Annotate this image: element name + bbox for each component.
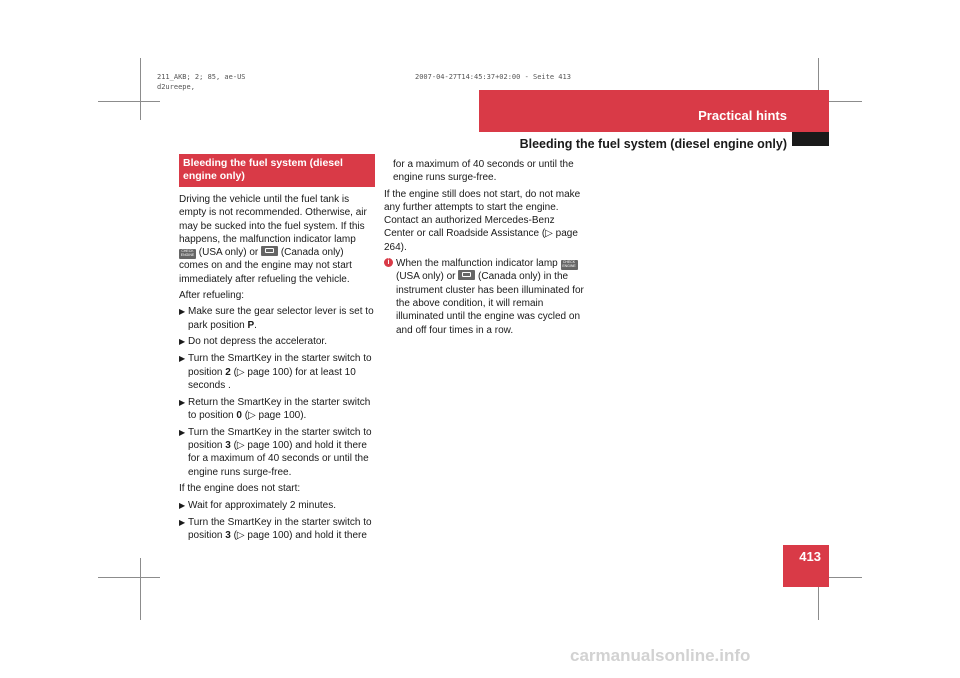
- text: Turn the SmartKey in the starter switch to position: [188, 353, 372, 378]
- position-label: 2: [225, 366, 231, 378]
- text: When the malfunction indicator lamp: [396, 258, 558, 270]
- further-paragraph: If the engine still does not start, do not make any further attempts to start the engine. Contact an authorized Mercedes-Benz Center or call Roadside Assistance (▷ page 264).: [384, 188, 581, 253]
- intro-paragraph: [179, 193, 375, 286]
- list-item: [179, 516, 375, 543]
- info-note: [384, 257, 584, 337]
- box-title: Bleeding the fuel system (diesel engine only): [179, 154, 375, 187]
- list-item: [179, 305, 375, 332]
- after-refueling: After refueling:: [179, 290, 245, 302]
- bullet-arrow-icon: ▶: [179, 427, 186, 437]
- list-item: [179, 426, 375, 479]
- position-label: 3: [225, 440, 231, 452]
- text: (Canada only) in the instrument cluster has been illuminated for the above condition, it will remain illuminated until the engine was cycled on and off four times in a row.: [396, 271, 584, 336]
- text: (Canada only) comes on and the engine may not start immediately after refueling the vehicle.: [179, 247, 352, 285]
- list-item: [179, 499, 375, 512]
- text: Turn the SmartKey in the starter switch to position: [188, 426, 372, 452]
- bullet-arrow-icon: ▶: [179, 307, 186, 317]
- column-left: [179, 154, 375, 546]
- section-title: Practical hints: [698, 108, 787, 123]
- bullet-arrow-icon: ▶: [179, 517, 186, 527]
- list-item: [179, 352, 375, 392]
- position-label: 3: [225, 529, 231, 541]
- position-label: P: [247, 319, 255, 331]
- text: Driving the vehicle until the fuel tank is empty is not recommended. Otherwise, air may be sucked into the fuel system. If this happens, the malfunction indicator lamp: [179, 194, 367, 245]
- watermark: carmanualsonline.info: [570, 646, 751, 665]
- text: (▷ page 100) for at least 10 seconds .: [188, 366, 356, 391]
- info-icon: i: [384, 258, 393, 267]
- engine-lamp-icon: [261, 246, 278, 256]
- text: Turn the SmartKey in the starter switch to position: [188, 516, 372, 541]
- print-meta-stamp: 2007-04-27T14:45:37+02:00 - Seite 413: [415, 73, 571, 81]
- text: (USA only) or: [198, 247, 259, 259]
- list-item: [179, 396, 375, 423]
- bullet-arrow-icon: ▶: [179, 354, 186, 364]
- if-not-start: If the engine does not start:: [179, 483, 301, 495]
- meta-line2: d2ureepe,: [157, 83, 195, 91]
- text: .: [254, 319, 257, 331]
- bullet-arrow-icon: ▶: [179, 500, 186, 510]
- print-meta-left: [157, 72, 246, 92]
- meta-line1: 211_AKB; 2; 85, ae-US: [157, 73, 246, 81]
- header-tab: [792, 132, 829, 146]
- continuation: for a maximum of 40 seconds or until the engine runs surge-free.: [393, 159, 574, 184]
- page-subtitle: Bleeding the fuel system (diesel engine only): [519, 137, 787, 151]
- text: Wait for approximately 2 minutes.: [188, 499, 337, 511]
- text: (▷ page 100).: [244, 409, 307, 421]
- check-engine-lamp-icon: CHECK ENGINE: [180, 249, 195, 258]
- bullet-arrow-icon: ▶: [179, 397, 186, 407]
- check-engine-lamp-icon: CHECK ENGINE: [562, 260, 576, 269]
- engine-lamp-icon: [458, 270, 475, 280]
- crop-mark: [140, 58, 141, 120]
- text: Do not depress the accelerator.: [188, 336, 327, 348]
- text: (USA only) or: [396, 271, 456, 283]
- text: (▷ page 100) and hold it there for a maximum of 40 seconds or until the engine runs surge-free.: [188, 440, 369, 478]
- text: Return the SmartKey in the starter switch to position: [188, 396, 371, 421]
- text: (▷ page 100) and hold it there: [233, 529, 367, 541]
- page-number-box: [783, 545, 829, 587]
- page-number: 413: [799, 549, 821, 564]
- crop-mark: [98, 577, 160, 578]
- text: Make sure the gear selector lever is set to park position: [188, 306, 374, 331]
- position-label: 0: [236, 409, 242, 421]
- list-item: [179, 335, 375, 348]
- crop-mark: [98, 101, 160, 102]
- column-right: [384, 158, 584, 340]
- bullet-arrow-icon: ▶: [179, 337, 186, 347]
- crop-mark: [140, 558, 141, 620]
